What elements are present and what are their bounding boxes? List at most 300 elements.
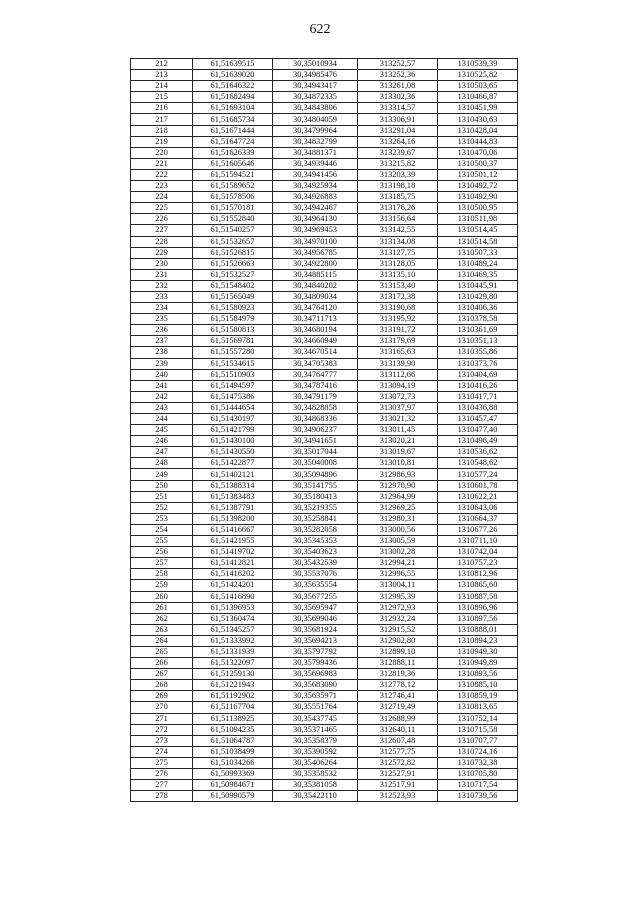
latitude-cell: 61,51693104 bbox=[193, 103, 273, 114]
y-coordinate-cell: 1310752,14 bbox=[438, 713, 518, 724]
longitude-cell: 30,34885115 bbox=[273, 269, 358, 280]
point-number-cell: 250 bbox=[131, 480, 193, 491]
latitude-cell: 61,51402121 bbox=[193, 469, 273, 480]
latitude-cell: 61,51387791 bbox=[193, 502, 273, 513]
x-coordinate-cell: 312899,10 bbox=[358, 646, 438, 657]
point-number-cell: 248 bbox=[131, 458, 193, 469]
y-coordinate-cell: 1310865,60 bbox=[438, 580, 518, 591]
y-coordinate-cell: 1310430,63 bbox=[438, 114, 518, 125]
latitude-cell: 61,51331939 bbox=[193, 646, 273, 657]
latitude-cell: 61,51526815 bbox=[193, 247, 273, 258]
point-number-cell: 223 bbox=[131, 181, 193, 192]
x-coordinate-cell: 312719,49 bbox=[358, 702, 438, 713]
longitude-cell: 30,35010934 bbox=[273, 59, 358, 70]
y-coordinate-cell: 1310361,69 bbox=[438, 325, 518, 336]
latitude-cell: 61,51396953 bbox=[193, 602, 273, 613]
table-row bbox=[131, 502, 518, 513]
longitude-cell: 30,34670514 bbox=[273, 347, 358, 358]
y-coordinate-cell: 1310503,65 bbox=[438, 81, 518, 92]
table-row bbox=[131, 358, 518, 369]
table-row bbox=[131, 536, 518, 547]
x-coordinate-cell: 313302,36 bbox=[358, 92, 438, 103]
latitude-cell: 61,51594521 bbox=[193, 169, 273, 180]
point-number-cell: 276 bbox=[131, 769, 193, 780]
longitude-cell: 30,34956785 bbox=[273, 247, 358, 258]
x-coordinate-cell: 313139,90 bbox=[358, 358, 438, 369]
table-row bbox=[131, 280, 518, 291]
latitude-cell: 61,51548402 bbox=[193, 280, 273, 291]
table-row bbox=[131, 92, 518, 103]
table-row bbox=[131, 469, 518, 480]
latitude-cell: 61,50993369 bbox=[193, 769, 273, 780]
latitude-cell: 61,51430100 bbox=[193, 436, 273, 447]
latitude-cell: 61,51589652 bbox=[193, 181, 273, 192]
point-number-cell: 231 bbox=[131, 269, 193, 280]
x-coordinate-cell: 313314,57 bbox=[358, 103, 438, 114]
table-row bbox=[131, 702, 518, 713]
x-coordinate-cell: 312607,48 bbox=[358, 735, 438, 746]
x-coordinate-cell: 313002,28 bbox=[358, 547, 438, 558]
longitude-cell: 30,35406264 bbox=[273, 757, 358, 768]
longitude-cell: 30,35403623 bbox=[273, 547, 358, 558]
x-coordinate-cell: 313004,11 bbox=[358, 580, 438, 591]
table-row bbox=[131, 225, 518, 236]
table-row bbox=[131, 81, 518, 92]
point-number-cell: 255 bbox=[131, 536, 193, 547]
latitude-cell: 61,51383483 bbox=[193, 491, 273, 502]
table-row bbox=[131, 713, 518, 724]
table-row bbox=[131, 680, 518, 691]
point-number-cell: 261 bbox=[131, 602, 193, 613]
x-coordinate-cell: 312527,91 bbox=[358, 769, 438, 780]
latitude-cell: 61,51259130 bbox=[193, 669, 273, 680]
x-coordinate-cell: 312986,93 bbox=[358, 469, 438, 480]
y-coordinate-cell: 1310705,80 bbox=[438, 769, 518, 780]
longitude-cell: 30,34660949 bbox=[273, 336, 358, 347]
y-coordinate-cell: 1310489,24 bbox=[438, 258, 518, 269]
x-coordinate-cell: 313112,66 bbox=[358, 369, 438, 380]
y-coordinate-cell: 1310525,82 bbox=[438, 70, 518, 81]
longitude-cell: 30,35358532 bbox=[273, 769, 358, 780]
y-coordinate-cell: 1310622,21 bbox=[438, 491, 518, 502]
x-coordinate-cell: 313005,59 bbox=[358, 536, 438, 547]
longitude-cell: 30,34787416 bbox=[273, 380, 358, 391]
point-number-cell: 262 bbox=[131, 613, 193, 624]
x-coordinate-cell: 313127,75 bbox=[358, 247, 438, 258]
table-row bbox=[131, 203, 518, 214]
table-row bbox=[131, 325, 518, 336]
y-coordinate-cell: 1310406,36 bbox=[438, 303, 518, 314]
latitude-cell: 61,51494597 bbox=[193, 380, 273, 391]
point-number-cell: 239 bbox=[131, 358, 193, 369]
point-number-cell: 272 bbox=[131, 724, 193, 735]
table-row bbox=[131, 547, 518, 558]
x-coordinate-cell: 313179,69 bbox=[358, 336, 438, 347]
longitude-cell: 30,34922800 bbox=[273, 258, 358, 269]
longitude-cell: 30,34791179 bbox=[273, 391, 358, 402]
x-coordinate-cell: 313176,26 bbox=[358, 203, 438, 214]
point-number-cell: 230 bbox=[131, 258, 193, 269]
latitude-cell: 61,51526663 bbox=[193, 258, 273, 269]
point-number-cell: 278 bbox=[131, 791, 193, 802]
point-number-cell: 252 bbox=[131, 502, 193, 513]
longitude-cell: 30,34941456 bbox=[273, 169, 358, 180]
point-number-cell: 238 bbox=[131, 347, 193, 358]
latitude-cell: 61,51192902 bbox=[193, 691, 273, 702]
table-row bbox=[131, 414, 518, 425]
point-number-cell: 251 bbox=[131, 491, 193, 502]
y-coordinate-cell: 1310894,23 bbox=[438, 635, 518, 646]
latitude-cell: 61,51565049 bbox=[193, 291, 273, 302]
point-number-cell: 220 bbox=[131, 147, 193, 158]
longitude-cell: 30,34925934 bbox=[273, 181, 358, 192]
point-number-cell: 229 bbox=[131, 247, 193, 258]
latitude-cell: 61,51416890 bbox=[193, 591, 273, 602]
y-coordinate-cell: 1310724,16 bbox=[438, 746, 518, 757]
point-number-cell: 266 bbox=[131, 658, 193, 669]
latitude-cell: 61,51398200 bbox=[193, 513, 273, 524]
x-coordinate-cell: 313019,67 bbox=[358, 447, 438, 458]
latitude-cell: 61,51412821 bbox=[193, 558, 273, 569]
y-coordinate-cell: 1310496,49 bbox=[438, 436, 518, 447]
table-row bbox=[131, 646, 518, 657]
point-number-cell: 258 bbox=[131, 569, 193, 580]
table-row bbox=[131, 247, 518, 258]
y-coordinate-cell: 1310500,37 bbox=[438, 158, 518, 169]
x-coordinate-cell: 312888,11 bbox=[358, 658, 438, 669]
table-row bbox=[131, 258, 518, 269]
y-coordinate-cell: 1310501,12 bbox=[438, 169, 518, 180]
table-row bbox=[131, 236, 518, 247]
longitude-cell: 30,35381058 bbox=[273, 780, 358, 791]
y-coordinate-cell: 1310664,37 bbox=[438, 513, 518, 524]
longitude-cell: 30,34969453 bbox=[273, 225, 358, 236]
x-coordinate-cell: 312972,93 bbox=[358, 602, 438, 613]
longitude-cell: 30,34906237 bbox=[273, 425, 358, 436]
point-number-cell: 219 bbox=[131, 136, 193, 147]
latitude-cell: 61,51584979 bbox=[193, 314, 273, 325]
y-coordinate-cell: 1310416,26 bbox=[438, 380, 518, 391]
coordinates-table bbox=[130, 58, 518, 802]
point-number-cell: 237 bbox=[131, 336, 193, 347]
point-number-cell: 227 bbox=[131, 225, 193, 236]
y-coordinate-cell: 1310893,56 bbox=[438, 669, 518, 680]
x-coordinate-cell: 312523,93 bbox=[358, 791, 438, 802]
point-number-cell: 215 bbox=[131, 92, 193, 103]
longitude-cell: 30,35694213 bbox=[273, 635, 358, 646]
point-number-cell: 259 bbox=[131, 580, 193, 591]
longitude-cell: 30,35797792 bbox=[273, 646, 358, 657]
table-row bbox=[131, 369, 518, 380]
y-coordinate-cell: 1310492,90 bbox=[438, 192, 518, 203]
table-row bbox=[131, 214, 518, 225]
y-coordinate-cell: 1310469,35 bbox=[438, 269, 518, 280]
point-number-cell: 274 bbox=[131, 746, 193, 757]
x-coordinate-cell: 312995,39 bbox=[358, 591, 438, 602]
longitude-cell: 30,35094896 bbox=[273, 469, 358, 480]
longitude-cell: 30,34985476 bbox=[273, 70, 358, 81]
y-coordinate-cell: 1310378,58 bbox=[438, 314, 518, 325]
latitude-cell: 61,51430550 bbox=[193, 447, 273, 458]
y-coordinate-cell: 1310577,24 bbox=[438, 469, 518, 480]
latitude-cell: 61,51421955 bbox=[193, 536, 273, 547]
y-coordinate-cell: 1310732,38 bbox=[438, 757, 518, 768]
table-row bbox=[131, 303, 518, 314]
point-number-cell: 221 bbox=[131, 158, 193, 169]
point-number-cell: 212 bbox=[131, 59, 193, 70]
longitude-cell: 30,35282058 bbox=[273, 524, 358, 535]
point-number-cell: 225 bbox=[131, 203, 193, 214]
x-coordinate-cell: 313072,73 bbox=[358, 391, 438, 402]
point-number-cell: 240 bbox=[131, 369, 193, 380]
latitude-cell: 61,51557280 bbox=[193, 347, 273, 358]
x-coordinate-cell: 313203,39 bbox=[358, 169, 438, 180]
y-coordinate-cell: 1310436,88 bbox=[438, 402, 518, 413]
y-coordinate-cell: 1310539,39 bbox=[438, 59, 518, 70]
x-coordinate-cell: 312640,11 bbox=[358, 724, 438, 735]
point-number-cell: 236 bbox=[131, 325, 193, 336]
x-coordinate-cell: 312517,91 bbox=[358, 780, 438, 791]
point-number-cell: 214 bbox=[131, 81, 193, 92]
point-number-cell: 256 bbox=[131, 547, 193, 558]
table-row bbox=[131, 735, 518, 746]
latitude-cell: 61,51421799 bbox=[193, 425, 273, 436]
x-coordinate-cell: 313000,56 bbox=[358, 524, 438, 535]
latitude-cell: 61,51416202 bbox=[193, 569, 273, 580]
y-coordinate-cell: 1310470,06 bbox=[438, 147, 518, 158]
longitude-cell: 30,35635971 bbox=[273, 691, 358, 702]
latitude-cell: 61,51034266 bbox=[193, 757, 273, 768]
x-coordinate-cell: 313252,36 bbox=[358, 70, 438, 81]
table-row bbox=[131, 147, 518, 158]
table-row bbox=[131, 569, 518, 580]
y-coordinate-cell: 1310812,96 bbox=[438, 569, 518, 580]
table-row bbox=[131, 691, 518, 702]
point-number-cell: 273 bbox=[131, 735, 193, 746]
point-number-cell: 254 bbox=[131, 524, 193, 535]
latitude-cell: 61,51345257 bbox=[193, 624, 273, 635]
table-row bbox=[131, 624, 518, 635]
latitude-cell: 61,51647724 bbox=[193, 136, 273, 147]
y-coordinate-cell: 1310949,89 bbox=[438, 658, 518, 669]
longitude-cell: 30,35390592 bbox=[273, 746, 358, 757]
table-row bbox=[131, 524, 518, 535]
x-coordinate-cell: 313172,38 bbox=[358, 291, 438, 302]
longitude-cell: 30,35699046 bbox=[273, 613, 358, 624]
y-coordinate-cell: 1310404,69 bbox=[438, 369, 518, 380]
table-row bbox=[131, 513, 518, 524]
point-number-cell: 244 bbox=[131, 414, 193, 425]
point-number-cell: 243 bbox=[131, 402, 193, 413]
longitude-cell: 30,35696983 bbox=[273, 669, 358, 680]
table-row bbox=[131, 757, 518, 768]
longitude-cell: 30,34680194 bbox=[273, 325, 358, 336]
latitude-cell: 61,51360474 bbox=[193, 613, 273, 624]
latitude-cell: 61,51138925 bbox=[193, 713, 273, 724]
table-row bbox=[131, 425, 518, 436]
longitude-cell: 30,35799436 bbox=[273, 658, 358, 669]
y-coordinate-cell: 1310896,96 bbox=[438, 602, 518, 613]
latitude-cell: 61,51540257 bbox=[193, 225, 273, 236]
y-coordinate-cell: 1310507,33 bbox=[438, 247, 518, 258]
table-row bbox=[131, 181, 518, 192]
x-coordinate-cell: 313094,19 bbox=[358, 380, 438, 391]
point-number-cell: 222 bbox=[131, 169, 193, 180]
x-coordinate-cell: 312969,25 bbox=[358, 502, 438, 513]
table-row bbox=[131, 391, 518, 402]
point-number-cell: 277 bbox=[131, 780, 193, 791]
y-coordinate-cell: 1310445,91 bbox=[438, 280, 518, 291]
x-coordinate-cell: 313252,57 bbox=[358, 59, 438, 70]
latitude-cell: 61,51552840 bbox=[193, 214, 273, 225]
latitude-cell: 61,51221943 bbox=[193, 680, 273, 691]
latitude-cell: 61,50990579 bbox=[193, 791, 273, 802]
longitude-cell: 30,34926883 bbox=[273, 192, 358, 203]
longitude-cell: 30,34881371 bbox=[273, 147, 358, 158]
longitude-cell: 30,35141755 bbox=[273, 480, 358, 491]
x-coordinate-cell: 313191,72 bbox=[358, 325, 438, 336]
x-coordinate-cell: 312915,52 bbox=[358, 624, 438, 635]
longitude-cell: 30,34804059 bbox=[273, 114, 358, 125]
latitude-cell: 61,51534615 bbox=[193, 358, 273, 369]
table-row bbox=[131, 314, 518, 325]
latitude-cell: 61,51580813 bbox=[193, 325, 273, 336]
latitude-cell: 61,51682494 bbox=[193, 92, 273, 103]
longitude-cell: 30,34828858 bbox=[273, 402, 358, 413]
latitude-cell: 61,51167704 bbox=[193, 702, 273, 713]
point-number-cell: 245 bbox=[131, 425, 193, 436]
latitude-cell: 61,51430197 bbox=[193, 414, 273, 425]
latitude-cell: 61,51570181 bbox=[193, 203, 273, 214]
longitude-cell: 30,35437745 bbox=[273, 713, 358, 724]
x-coordinate-cell: 313291,04 bbox=[358, 125, 438, 136]
latitude-cell: 61,51475386 bbox=[193, 391, 273, 402]
table-row bbox=[131, 769, 518, 780]
x-coordinate-cell: 312970,90 bbox=[358, 480, 438, 491]
table-row bbox=[131, 580, 518, 591]
y-coordinate-cell: 1310477,40 bbox=[438, 425, 518, 436]
y-coordinate-cell: 1310757,23 bbox=[438, 558, 518, 569]
table-row bbox=[131, 125, 518, 136]
latitude-cell: 61,51038499 bbox=[193, 746, 273, 757]
y-coordinate-cell: 1310859,19 bbox=[438, 691, 518, 702]
x-coordinate-cell: 312902,80 bbox=[358, 635, 438, 646]
longitude-cell: 30,35017044 bbox=[273, 447, 358, 458]
table-row bbox=[131, 602, 518, 613]
longitude-cell: 30,34872335 bbox=[273, 92, 358, 103]
y-coordinate-cell: 1310492,72 bbox=[438, 181, 518, 192]
table-row bbox=[131, 380, 518, 391]
table-row bbox=[131, 491, 518, 502]
longitude-cell: 30,34711713 bbox=[273, 314, 358, 325]
y-coordinate-cell: 1310739,56 bbox=[438, 791, 518, 802]
x-coordinate-cell: 313128,05 bbox=[358, 258, 438, 269]
longitude-cell: 30,34832799 bbox=[273, 136, 358, 147]
longitude-cell: 30,34843806 bbox=[273, 103, 358, 114]
y-coordinate-cell: 1310742,04 bbox=[438, 547, 518, 558]
x-coordinate-cell: 313134,08 bbox=[358, 236, 438, 247]
table-row bbox=[131, 447, 518, 458]
x-coordinate-cell: 313011,45 bbox=[358, 425, 438, 436]
longitude-cell: 30,34942467 bbox=[273, 203, 358, 214]
latitude-cell: 61,51578506 bbox=[193, 192, 273, 203]
longitude-cell: 30,35551764 bbox=[273, 702, 358, 713]
x-coordinate-cell: 312994,21 bbox=[358, 558, 438, 569]
longitude-cell: 30,35432539 bbox=[273, 558, 358, 569]
point-number-cell: 213 bbox=[131, 70, 193, 81]
table-row bbox=[131, 746, 518, 757]
latitude-cell: 61,51605646 bbox=[193, 158, 273, 169]
point-number-cell: 233 bbox=[131, 291, 193, 302]
y-coordinate-cell: 1310643,06 bbox=[438, 502, 518, 513]
latitude-cell: 61,51510903 bbox=[193, 369, 273, 380]
x-coordinate-cell: 312688,99 bbox=[358, 713, 438, 724]
x-coordinate-cell: 313010,81 bbox=[358, 458, 438, 469]
y-coordinate-cell: 1310457,47 bbox=[438, 414, 518, 425]
y-coordinate-cell: 1310514,58 bbox=[438, 236, 518, 247]
point-number-cell: 228 bbox=[131, 236, 193, 247]
table-row bbox=[131, 158, 518, 169]
longitude-cell: 30,34941651 bbox=[273, 436, 358, 447]
x-coordinate-cell: 312964,99 bbox=[358, 491, 438, 502]
y-coordinate-cell: 1310514,45 bbox=[438, 225, 518, 236]
y-coordinate-cell: 1310451,99 bbox=[438, 103, 518, 114]
longitude-cell: 30,34705383 bbox=[273, 358, 358, 369]
x-coordinate-cell: 313264,16 bbox=[358, 136, 438, 147]
point-number-cell: 234 bbox=[131, 303, 193, 314]
x-coordinate-cell: 313135,10 bbox=[358, 269, 438, 280]
point-number-cell: 242 bbox=[131, 391, 193, 402]
table-row bbox=[131, 192, 518, 203]
table-row bbox=[131, 480, 518, 491]
longitude-cell: 30,35040008 bbox=[273, 458, 358, 469]
longitude-cell: 30,35422110 bbox=[273, 791, 358, 802]
latitude-cell: 61,51569781 bbox=[193, 336, 273, 347]
longitude-cell: 30,35537076 bbox=[273, 569, 358, 580]
y-coordinate-cell: 1310444,83 bbox=[438, 136, 518, 147]
point-number-cell: 246 bbox=[131, 436, 193, 447]
y-coordinate-cell: 1310897,56 bbox=[438, 613, 518, 624]
longitude-cell: 30,34939446 bbox=[273, 158, 358, 169]
longitude-cell: 30,35219355 bbox=[273, 502, 358, 513]
latitude-cell: 61,51388314 bbox=[193, 480, 273, 491]
x-coordinate-cell: 312746,41 bbox=[358, 691, 438, 702]
x-coordinate-cell: 313239,67 bbox=[358, 147, 438, 158]
longitude-cell: 30,34764120 bbox=[273, 303, 358, 314]
x-coordinate-cell: 313306,91 bbox=[358, 114, 438, 125]
point-number-cell: 275 bbox=[131, 757, 193, 768]
x-coordinate-cell: 313198,18 bbox=[358, 181, 438, 192]
longitude-cell: 30,35681924 bbox=[273, 624, 358, 635]
latitude-cell: 61,51639020 bbox=[193, 70, 273, 81]
table-row bbox=[131, 658, 518, 669]
point-number-cell: 226 bbox=[131, 214, 193, 225]
longitude-cell: 30,35683090 bbox=[273, 680, 358, 691]
point-number-cell: 271 bbox=[131, 713, 193, 724]
point-number-cell: 269 bbox=[131, 691, 193, 702]
x-coordinate-cell: 313142,55 bbox=[358, 225, 438, 236]
y-coordinate-cell: 1310887,58 bbox=[438, 591, 518, 602]
table-row bbox=[131, 669, 518, 680]
table-row bbox=[131, 791, 518, 802]
point-number-cell: 263 bbox=[131, 624, 193, 635]
table-row bbox=[131, 59, 518, 70]
table-row bbox=[131, 458, 518, 469]
x-coordinate-cell: 312819,36 bbox=[358, 669, 438, 680]
y-coordinate-cell: 1310601,78 bbox=[438, 480, 518, 491]
x-coordinate-cell: 313195,92 bbox=[358, 314, 438, 325]
y-coordinate-cell: 1310428,04 bbox=[438, 125, 518, 136]
